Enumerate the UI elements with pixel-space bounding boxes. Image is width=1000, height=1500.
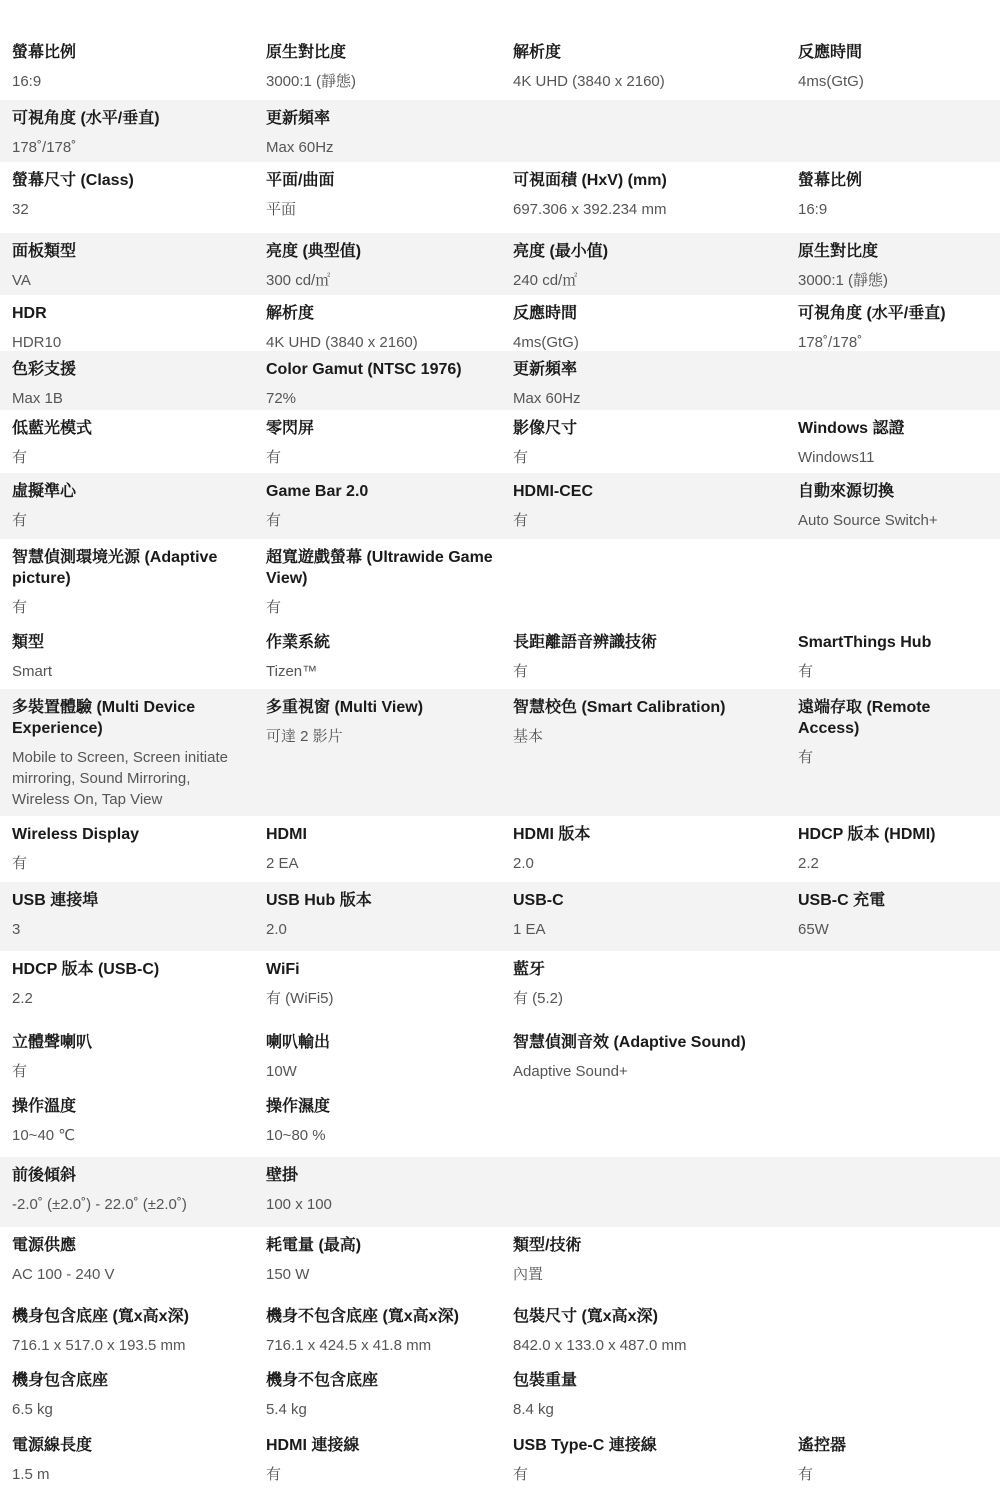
spec-label: 螢幕比例 <box>798 172 863 189</box>
spec-value: Windows11 <box>798 449 875 466</box>
spec-label: 螢幕比例 <box>12 44 77 61</box>
spec-value: 1 EA <box>513 921 546 938</box>
spec-row <box>0 233 1000 295</box>
spec-value: 3 <box>12 921 21 938</box>
spec-row <box>0 1362 1000 1427</box>
spec-label: 自動來源切換 <box>798 483 895 500</box>
spec-row <box>0 473 1000 539</box>
spec-label: WiFi <box>266 961 300 978</box>
spec-cell <box>266 624 504 682</box>
spec-cell <box>513 689 788 747</box>
spec-label: 長距離語音辨識技術 <box>513 634 658 651</box>
spec-cell <box>12 1024 256 1082</box>
spec-cell <box>266 100 504 158</box>
spec-cell <box>798 410 998 468</box>
spec-cell <box>798 816 998 874</box>
spec-value: 有 <box>12 1063 28 1080</box>
spec-value: 150 W <box>266 1266 310 1283</box>
spec-cell <box>513 410 788 468</box>
spec-label: 電源供應 <box>12 1237 77 1254</box>
spec-cell <box>266 351 504 409</box>
spec-label: USB 連接埠 <box>12 892 99 909</box>
spec-label: 超寬遊戲螢幕 (Ultrawide Game View) <box>266 549 493 587</box>
spec-label: Windows 認證 <box>798 420 905 437</box>
spec-cell <box>266 539 504 618</box>
spec-value: 有 <box>513 1466 529 1483</box>
spec-cell <box>513 1362 788 1420</box>
spec-value: 有 <box>12 449 28 466</box>
spec-label: 立體聲喇叭 <box>12 1034 93 1051</box>
spec-label: HDR <box>12 305 47 322</box>
spec-cell <box>12 689 256 810</box>
spec-value: 有 <box>12 855 28 872</box>
spec-row <box>0 1298 1000 1362</box>
spec-label: USB-C 充電 <box>798 892 886 909</box>
spec-label: 零閃屏 <box>266 420 315 437</box>
spec-value: Max 1B <box>12 390 63 407</box>
spec-cell <box>12 951 256 1009</box>
spec-label: 機身包含底座 <box>12 1372 109 1389</box>
spec-cell <box>513 295 788 353</box>
spec-row <box>0 1427 1000 1487</box>
spec-value: 4K UHD (3840 x 2160) <box>266 334 418 351</box>
spec-label: 可視角度 (水平/垂直) <box>12 110 160 127</box>
spec-label: 類型 <box>12 634 45 651</box>
spec-cell <box>513 816 788 874</box>
spec-value: 可達 2 影片 <box>266 728 343 745</box>
spec-value: 內置 <box>513 1266 544 1283</box>
spec-value: 有 <box>12 599 28 616</box>
spec-value: 2.2 <box>798 855 819 872</box>
spec-cell <box>513 624 788 682</box>
spec-label: 亮度 (最小值) <box>513 243 609 260</box>
spec-cell <box>266 473 504 531</box>
spec-cell <box>798 473 998 531</box>
spec-value: Smart <box>12 663 53 680</box>
spec-row <box>0 624 1000 689</box>
spec-row <box>0 34 1000 100</box>
spec-label: 喇叭輸出 <box>266 1034 331 1051</box>
spec-value: 有 <box>266 512 282 529</box>
spec-cell <box>266 1427 504 1485</box>
spec-value: 2.0 <box>266 921 287 938</box>
spec-row <box>0 882 1000 951</box>
spec-label: Game Bar 2.0 <box>266 483 369 500</box>
spec-value: Tizen™ <box>266 663 318 680</box>
spec-label: 遙控器 <box>798 1437 847 1454</box>
spec-cell <box>12 1427 256 1485</box>
spec-label: USB-C <box>513 892 564 909</box>
spec-label: 解析度 <box>513 44 562 61</box>
spec-value: Mobile to Screen, Screen initiate mirroring, Sound Mirroring, Wireless On, Tap View <box>12 749 228 808</box>
spec-cell <box>798 1427 998 1485</box>
spec-cell <box>798 34 998 92</box>
spec-row <box>0 162 1000 233</box>
spec-label: HDMI 版本 <box>513 826 591 843</box>
spec-row <box>0 100 1000 162</box>
spec-label: 色彩支援 <box>12 361 77 378</box>
spec-value: 有 <box>798 1466 814 1483</box>
spec-row <box>0 1088 1000 1157</box>
spec-cell <box>513 473 788 531</box>
spec-label: 操作濕度 <box>266 1098 331 1115</box>
spec-value: 8.4 kg <box>513 1401 554 1418</box>
spec-cell <box>266 162 504 220</box>
spec-row <box>0 689 1000 816</box>
spec-value: 有 (WiFi5) <box>266 990 334 1007</box>
spec-value: 65W <box>798 921 829 938</box>
spec-cell <box>12 1298 256 1356</box>
spec-cell <box>12 351 256 409</box>
spec-label: 虛擬準心 <box>12 483 77 500</box>
spec-label: 更新頻率 <box>513 361 578 378</box>
spec-cell <box>12 34 256 92</box>
spec-label: 智慧偵測環境光源 (Adaptive picture) <box>12 549 218 587</box>
spec-label: 操作溫度 <box>12 1098 77 1115</box>
spec-row <box>0 410 1000 473</box>
spec-label: 螢幕尺寸 (Class) <box>12 172 134 189</box>
spec-value: 4K UHD (3840 x 2160) <box>513 73 665 90</box>
spec-row <box>0 816 1000 882</box>
spec-cell <box>798 624 998 682</box>
spec-label: 包裝重量 <box>513 1372 578 1389</box>
spec-value: Max 60Hz <box>266 139 334 156</box>
spec-cell <box>12 295 256 353</box>
spec-label: 低藍光模式 <box>12 420 93 437</box>
spec-row <box>0 295 1000 351</box>
spec-cell <box>266 233 504 291</box>
spec-label: USB Hub 版本 <box>266 892 372 909</box>
spec-value: 3000:1 (靜態) <box>266 73 357 90</box>
spec-value: 6.5 kg <box>12 1401 53 1418</box>
spec-value: 10W <box>266 1063 297 1080</box>
spec-label: HDCP 版本 (USB-C) <box>12 961 160 978</box>
spec-label: 更新頻率 <box>266 110 331 127</box>
spec-cell <box>12 1157 256 1215</box>
spec-row <box>0 951 1000 1024</box>
spec-value: 1.5 m <box>12 1466 50 1483</box>
spec-cell <box>266 295 504 353</box>
spec-value: 有 <box>798 663 814 680</box>
spec-label: 智慧偵測音效 (Adaptive Sound) <box>513 1034 746 1051</box>
spec-value: 有 <box>513 663 529 680</box>
spec-value: 842.0 x 133.0 x 487.0 mm <box>513 1337 687 1354</box>
spec-row <box>0 1157 1000 1227</box>
spec-value: 4ms(GtG) <box>798 73 864 90</box>
spec-cell <box>513 1427 788 1485</box>
spec-cell <box>798 162 998 220</box>
spec-label: 機身不包含底座 <box>266 1372 379 1389</box>
spec-cell <box>12 1362 256 1420</box>
spec-cell <box>266 410 504 468</box>
spec-label: HDCP 版本 (HDMI) <box>798 826 936 843</box>
spec-value: 32 <box>12 201 29 218</box>
spec-cell <box>12 162 256 220</box>
spec-value: 基本 <box>513 728 544 745</box>
spec-cell <box>266 1298 504 1356</box>
spec-value: 有 <box>513 512 529 529</box>
spec-label: 作業系統 <box>266 634 331 651</box>
spec-value: 有 <box>266 599 282 616</box>
spec-cell <box>798 233 998 291</box>
spec-cell <box>513 233 788 291</box>
spec-label: 類型/技術 <box>513 1237 582 1254</box>
spec-cell <box>266 1362 504 1420</box>
spec-value: 100 x 100 <box>266 1196 332 1213</box>
spec-cell <box>513 951 788 1009</box>
spec-label: HDMI 連接線 <box>266 1437 360 1454</box>
spec-cell <box>798 295 998 353</box>
spec-label: 藍牙 <box>513 961 546 978</box>
spec-row <box>0 539 1000 624</box>
spec-value: HDR10 <box>12 334 62 351</box>
spec-value: 178˚/178˚ <box>798 334 863 351</box>
spec-cell <box>266 1157 504 1215</box>
spec-value: AC 100 - 240 V <box>12 1266 115 1283</box>
spec-cell <box>266 1024 504 1082</box>
spec-cell <box>266 882 504 940</box>
spec-value: 716.1 x 424.5 x 41.8 mm <box>266 1337 432 1354</box>
spec-value: 697.306 x 392.234 mm <box>513 201 667 218</box>
spec-value: 16:9 <box>798 201 828 218</box>
spec-cell <box>513 1298 788 1356</box>
spec-value: 178˚/178˚ <box>12 139 77 156</box>
spec-cell <box>12 882 256 940</box>
spec-label: 多重視窗 (Multi View) <box>266 699 424 716</box>
spec-label: 電源線長度 <box>12 1437 93 1454</box>
spec-label: 機身包含底座 (寬x高x深) <box>12 1308 189 1325</box>
spec-value: Max 60Hz <box>513 390 581 407</box>
spec-cell <box>266 1088 504 1146</box>
spec-cell <box>12 624 256 682</box>
spec-label: 可視角度 (水平/垂直) <box>798 305 946 322</box>
spec-label: 壁掛 <box>266 1167 299 1184</box>
spec-label: Wireless Display <box>12 826 140 843</box>
spec-label: 反應時間 <box>513 305 578 322</box>
spec-label: 遠端存取 (Remote Access) <box>798 699 931 737</box>
spec-cell <box>266 1227 504 1285</box>
spec-label: HDMI-CEC <box>513 483 593 500</box>
spec-value: 2.2 <box>12 990 33 1007</box>
spec-label: 面板類型 <box>12 243 77 260</box>
spec-label: SmartThings Hub <box>798 634 932 651</box>
spec-label: USB Type-C 連接線 <box>513 1437 657 1454</box>
spec-label: 可視面積 (HxV) (mm) <box>513 172 667 189</box>
spec-label: 包裝尺寸 (寬x高x深) <box>513 1308 658 1325</box>
spec-value: 有 <box>266 1466 282 1483</box>
spec-row <box>0 351 1000 410</box>
spec-value: 有 <box>798 749 814 766</box>
spec-label: 解析度 <box>266 305 315 322</box>
spec-cell <box>513 34 788 92</box>
spec-row <box>0 1227 1000 1298</box>
spec-value: 有 (5.2) <box>513 990 564 1007</box>
spec-cell <box>513 1024 788 1082</box>
spec-label: 智慧校色 (Smart Calibration) <box>513 699 726 716</box>
spec-value: Adaptive Sound+ <box>513 1063 628 1080</box>
spec-label: 原生對比度 <box>266 44 347 61</box>
spec-cell <box>12 1088 256 1146</box>
spec-cell <box>12 233 256 291</box>
spec-value: 有 <box>513 449 529 466</box>
spec-value: 有 <box>266 449 282 466</box>
spec-cell <box>513 162 788 220</box>
spec-value: 2.0 <box>513 855 534 872</box>
spec-label: Color Gamut (NTSC 1976) <box>266 361 462 378</box>
spec-cell <box>12 539 256 618</box>
spec-label: 耗電量 (最高) <box>266 1237 362 1254</box>
spec-value: 有 <box>12 512 28 529</box>
spec-cell <box>266 34 504 92</box>
spec-value: 2 EA <box>266 855 299 872</box>
spec-cell <box>266 689 504 747</box>
spec-value: 10~80 % <box>266 1127 326 1144</box>
spec-value: 10~40 ℃ <box>12 1127 76 1144</box>
spec-value: 300 cd/㎡ <box>266 272 331 289</box>
spec-value: 16:9 <box>12 73 42 90</box>
spec-cell <box>12 816 256 874</box>
spec-cell <box>12 100 256 158</box>
spec-value: 240 cd/㎡ <box>513 272 578 289</box>
spec-label: 亮度 (典型值) <box>266 243 362 260</box>
spec-label: HDMI <box>266 826 307 843</box>
spec-label: 機身不包含底座 (寬x高x深) <box>266 1308 459 1325</box>
spec-cell <box>12 473 256 531</box>
spec-value: 72% <box>266 390 297 407</box>
spec-value: 3000:1 (靜態) <box>798 272 889 289</box>
spec-value: 4ms(GtG) <box>513 334 579 351</box>
spec-cell <box>513 1227 788 1285</box>
spec-label: 平面/曲面 <box>266 172 335 189</box>
spec-label: 前後傾斜 <box>12 1167 77 1184</box>
spec-value: 5.4 kg <box>266 1401 307 1418</box>
spec-label: 原生對比度 <box>798 243 879 260</box>
spec-value: Auto Source Switch+ <box>798 512 938 529</box>
spec-row <box>0 1024 1000 1088</box>
spec-value: 平面 <box>266 201 297 218</box>
spec-value: -2.0˚ (±2.0˚) - 22.0˚ (±2.0˚) <box>12 1196 187 1213</box>
spec-value: VA <box>12 272 31 289</box>
spec-cell <box>266 951 504 1009</box>
spec-cell <box>266 816 504 874</box>
spec-label: 影像尺寸 <box>513 420 578 437</box>
spec-cell <box>798 689 998 768</box>
spec-cell <box>513 351 788 409</box>
spec-label: 反應時間 <box>798 44 863 61</box>
spec-value: 716.1 x 517.0 x 193.5 mm <box>12 1337 186 1354</box>
spec-cell <box>798 882 998 940</box>
spec-cell <box>12 1227 256 1285</box>
spec-cell <box>12 410 256 468</box>
spec-label: 多裝置體驗 (Multi Device Experience) <box>12 699 196 737</box>
spec-cell <box>513 882 788 940</box>
